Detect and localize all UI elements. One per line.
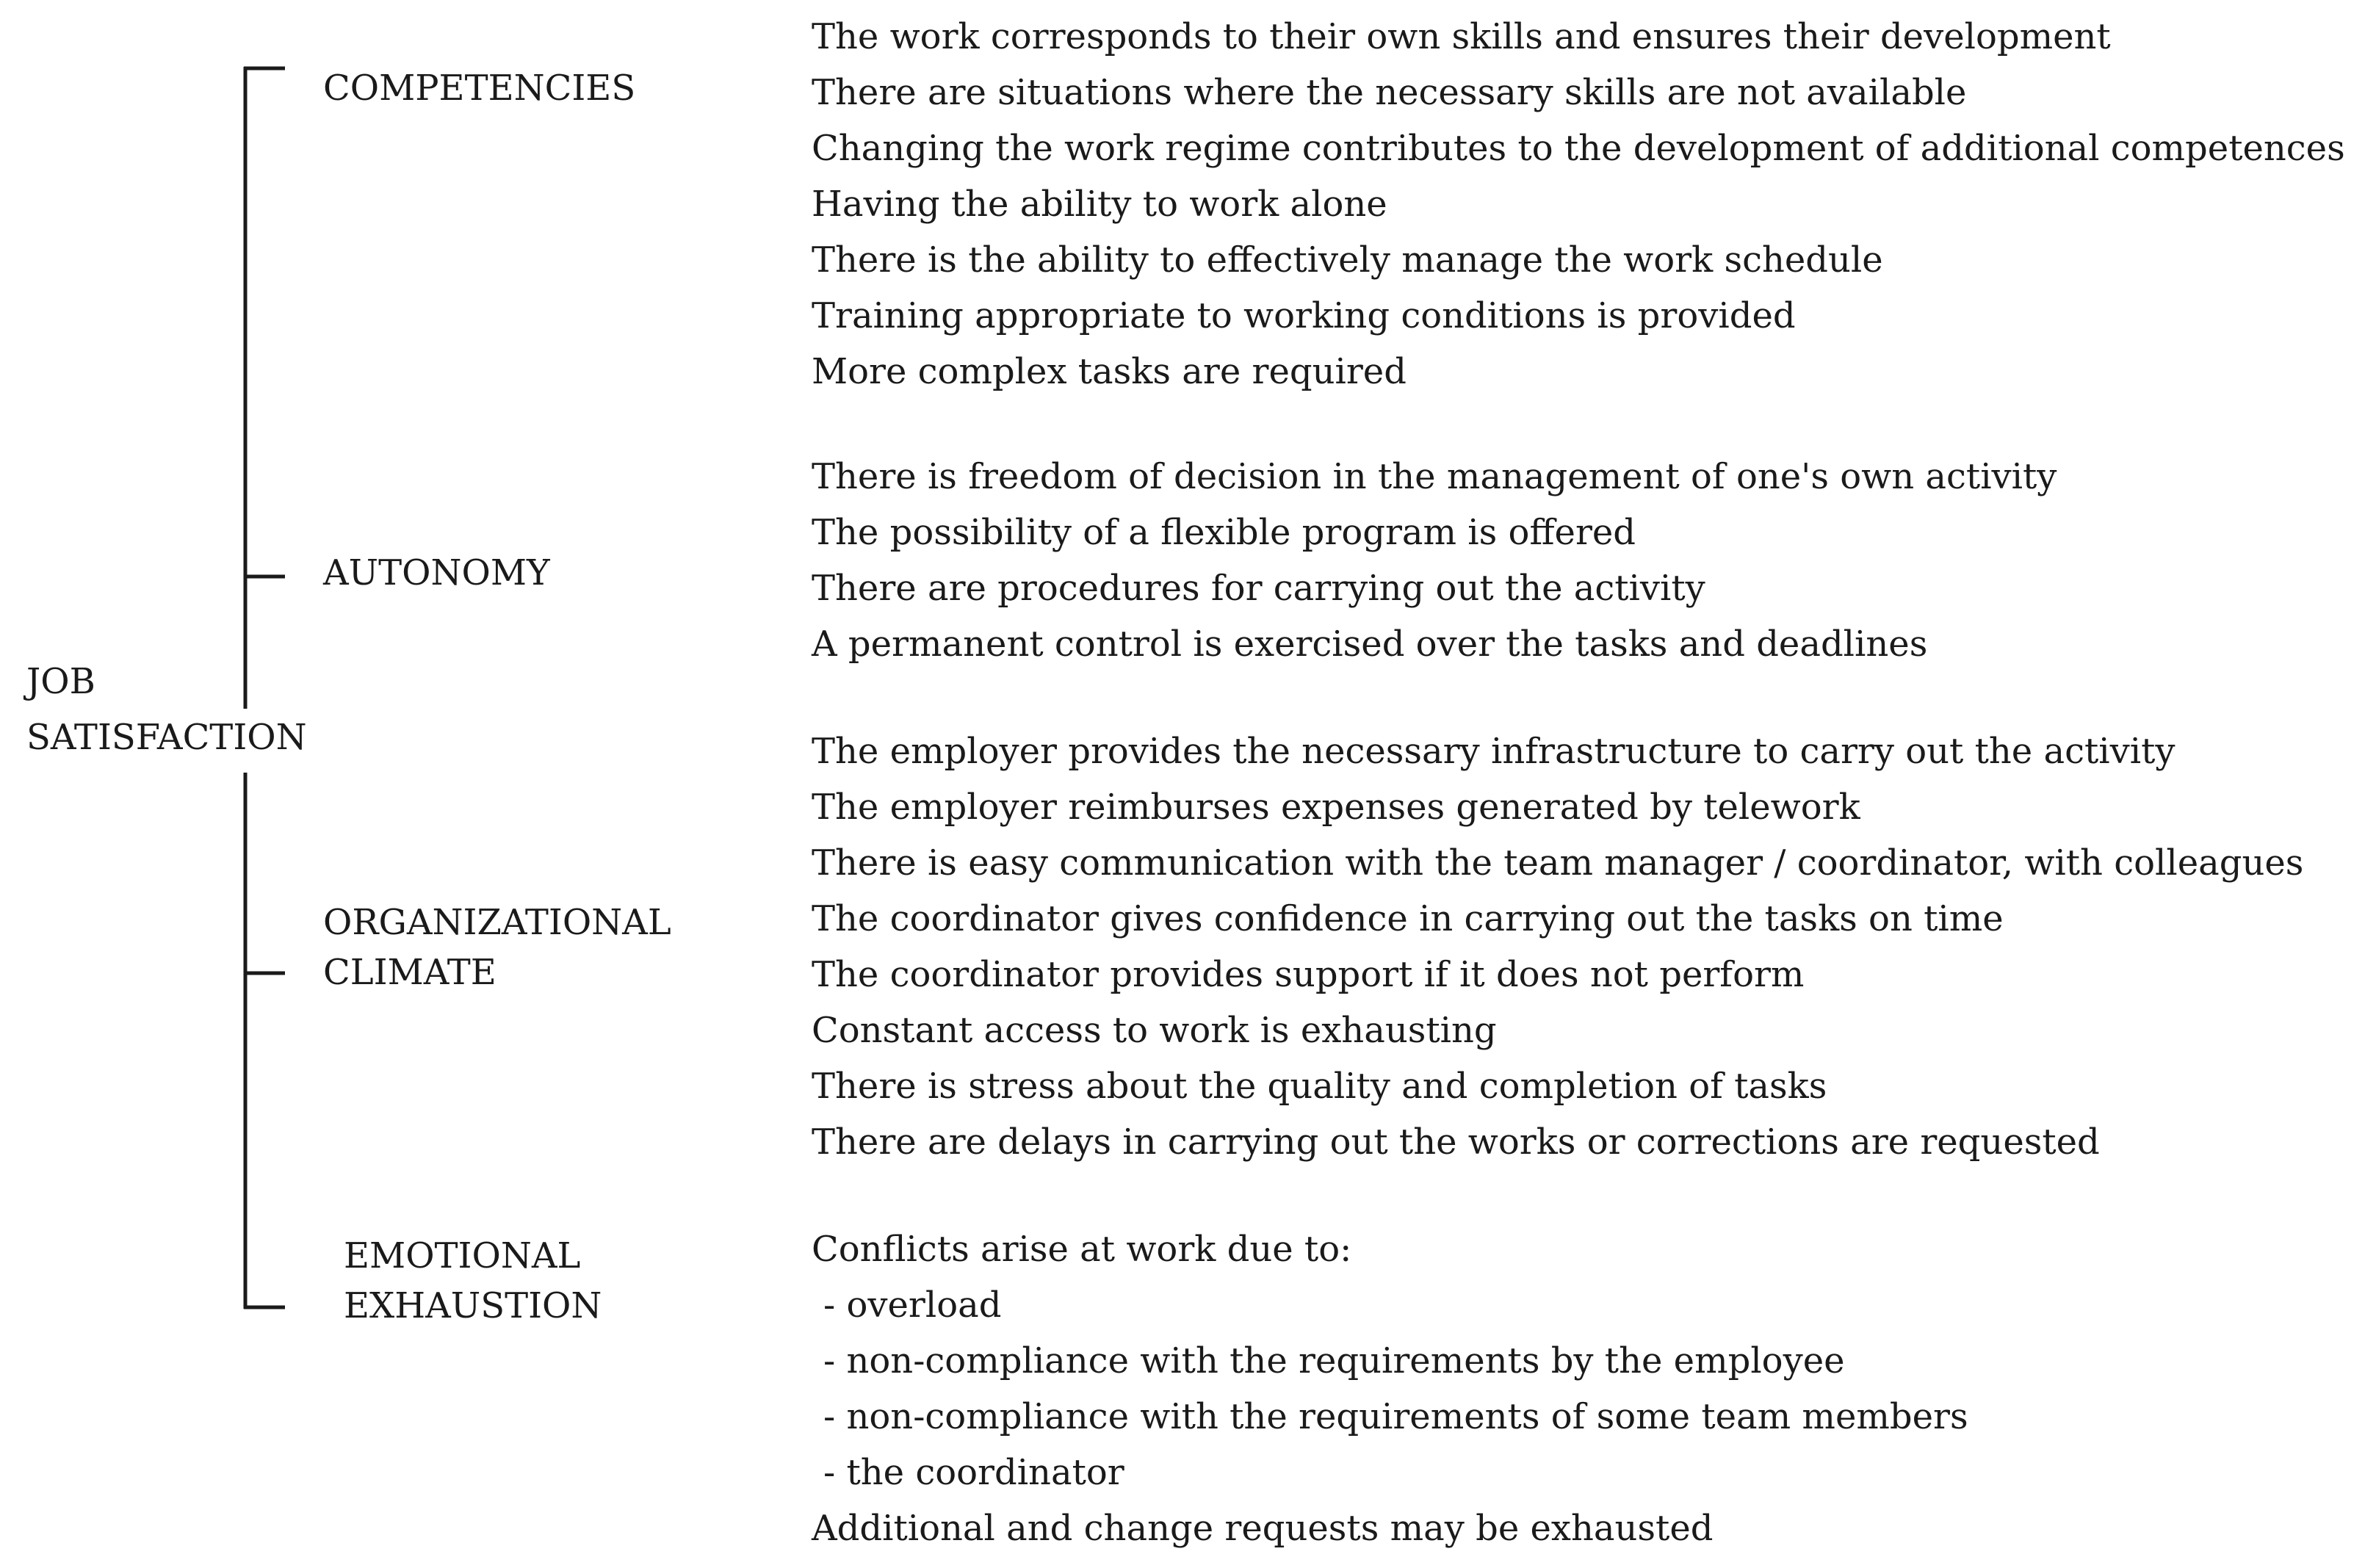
- category-name: COMPETENCIES: [323, 68, 636, 109]
- list-item: There is the ability to effectively manage the work schedule: [812, 239, 1883, 281]
- list-item: Conflicts arise at work due to:: [812, 1229, 1352, 1270]
- category-label-emotional-exhaustion: [344, 1231, 602, 1331]
- category-name-line1: EMOTIONAL: [344, 1235, 581, 1276]
- item-list-competencies: [812, 9, 2345, 400]
- item-list-emotional-exhaustion: [812, 1221, 1968, 1556]
- list-item: Changing the work regime contributes to the development of additional competences: [812, 128, 2345, 169]
- list-item: There is easy communication with the team manager / coordinator, with colleagues: [812, 842, 2304, 884]
- list-item: There is stress about the quality and completion of tasks: [812, 1066, 1827, 1107]
- list-item: - non-compliance with the requirements by the employee: [823, 1340, 1845, 1381]
- list-item: More complex tasks are required: [812, 351, 1407, 392]
- list-item: The possibility of a flexible program is offered: [812, 512, 1636, 553]
- list-item: - non-compliance with the requirements of some team members: [823, 1396, 1968, 1437]
- list-item: A permanent control is exercised over the tasks and deadlines: [812, 624, 1928, 665]
- root-label-line1: JOB: [26, 661, 95, 702]
- list-item: The work corresponds to their own skills and ensures their development: [812, 16, 2111, 57]
- category-name: AUTONOMY: [323, 552, 550, 593]
- list-item: Additional and change requests may be exhausted: [812, 1508, 1714, 1549]
- list-item: The coordinator provides support if it does not perform: [812, 954, 1805, 995]
- list-item: Having the ability to work alone: [812, 184, 1387, 225]
- item-list-organizational-climate: [812, 723, 2303, 1170]
- category-label-competencies: [323, 63, 635, 113]
- root-label: [26, 654, 307, 765]
- list-item: - overload: [823, 1285, 1002, 1326]
- list-item: There are situations where the necessary skills are not available: [812, 72, 1967, 113]
- item-list-autonomy: [812, 449, 2057, 672]
- list-item: There are procedures for carrying out the activity: [812, 568, 1705, 609]
- category-label-organizational-climate: [323, 897, 671, 997]
- category-name-line2: EXHAUSTION: [344, 1285, 602, 1326]
- list-item: There is freedom of decision in the management of one's own activity: [812, 456, 2057, 497]
- category-name-line1: ORGANIZATIONAL: [323, 902, 671, 943]
- list-item: The employer reimburses expenses generated by telework: [812, 787, 1860, 828]
- list-item: Training appropriate to working conditions is provided: [812, 295, 1796, 336]
- root-label-line2: SATISFACTION: [26, 717, 307, 758]
- category-label-autonomy: [323, 548, 550, 598]
- list-item: The employer provides the necessary infrastructure to carry out the activity: [812, 731, 2176, 772]
- list-item: The coordinator gives confidence in carrying out the tasks on time: [812, 898, 2004, 939]
- category-name-line2: CLIMATE: [323, 952, 497, 993]
- list-item: Constant access to work is exhausting: [812, 1010, 1497, 1051]
- list-item: There are delays in carrying out the works or corrections are requested: [812, 1121, 2100, 1163]
- list-item: - the coordinator: [823, 1452, 1124, 1493]
